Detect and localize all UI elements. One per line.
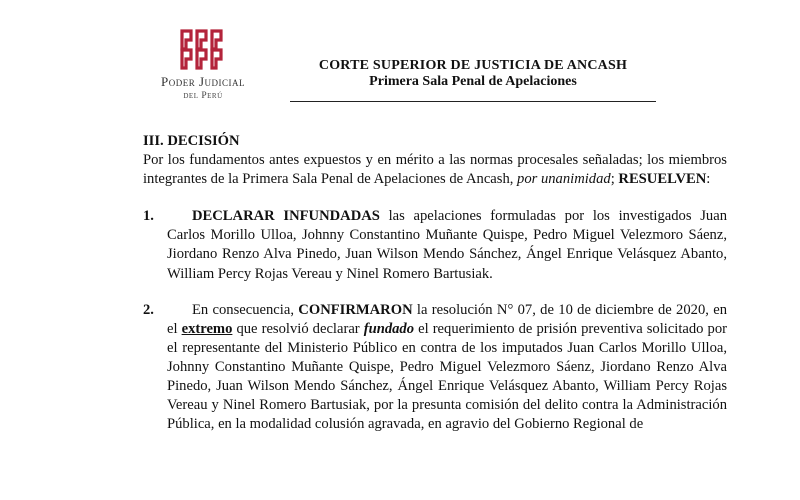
intro-italic: por unanimidad xyxy=(517,171,611,188)
intro-text: Por los fundamentos antes expuestos y en mérito a las normas procesales señaladas; los miembros integrantes de la Primera Sala Penal de Apelaciones de Ancash, xyxy=(143,152,727,188)
court-name: CORTE SUPERIOR DE JUSTICIA DE ANCASH xyxy=(318,58,628,73)
intro-colon: : xyxy=(706,171,711,188)
item-2-bold-underlined: extremo xyxy=(181,320,233,337)
intro-bold: RESUELVEN xyxy=(618,171,707,188)
header-divider xyxy=(290,101,656,102)
poder-judicial-emblem-icon xyxy=(179,28,227,70)
item-number: 2. xyxy=(143,301,154,318)
resolution-item-1 xyxy=(143,207,727,283)
poder-judicial-logo xyxy=(148,28,258,101)
item-2-bold-1: CONFIRMARON xyxy=(298,301,413,318)
intro-sep: ; xyxy=(610,171,619,188)
item-2-text-1: En consecuencia, xyxy=(192,301,299,318)
section-title: III. DECISIÓN xyxy=(143,133,240,149)
decision-intro xyxy=(143,151,727,189)
document-body xyxy=(143,132,727,434)
item-1-bold: DECLARAR INFUNDADAS xyxy=(192,208,380,225)
chamber-name: Primera Sala Penal de Apelaciones xyxy=(369,74,577,89)
item-1-text: las apelaciones formuladas por los investigados Juan Carlos Morillo Ulloa, Johnny Constantino Muñante Quispe, Pedro Miguel Velezmoro Sáenz, Jiordano Renzo Alva Pinedo, Juan Wilson Mendo Sánchez, Ángel Enrique Velásquez Abanto, William Percy Rojas Vereau y Ninel Romero Bartusiak. xyxy=(167,208,727,282)
item-2-text-2: la resolución N° 07, de 10 de diciembre de 2020, en el xyxy=(167,301,727,337)
item-number: 1. xyxy=(143,208,154,225)
document-header xyxy=(290,58,656,102)
item-2-text-4: el requerimiento de prisión preventiva solicitado por el representante del Ministerio Público en contra de los imputados Juan Carlos Morillo Ulloa, Johnny Constantino Muñante Quispe, Pedro Miguel Velezmoro Sáenz, Jiordano Renzo Alva Pinedo, Juan Wilson Mendo Sánchez, Ángel Enrique Velásquez Abanto, William Percy Rojas Vereau y Ninel Romero Bartusiak, por la presunta comisión del delito contra la Administración Pública, en la modalidad colusión agravada, en agravio del Gobierno Regional de xyxy=(167,320,727,433)
logo-text-line1: Poder Judicial xyxy=(160,74,246,89)
item-2-text-3: que resolvió declarar xyxy=(232,320,364,337)
item-2-bold-italic: fundado xyxy=(363,320,415,337)
logo-text-line2: del Perú xyxy=(183,91,223,101)
resolution-item-2 xyxy=(143,301,727,435)
